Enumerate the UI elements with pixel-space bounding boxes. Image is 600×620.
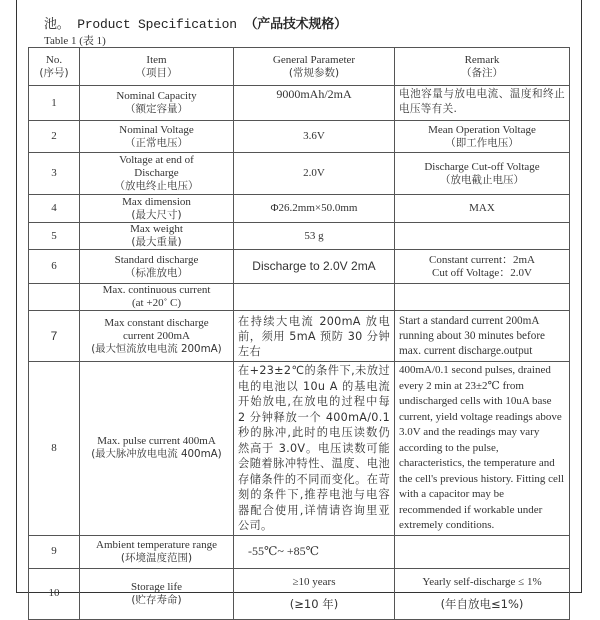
row-param: 在持续大电流 200mA 放电前，须用 5mA 预防 30 分钟左右 bbox=[234, 311, 395, 362]
item-cn: (环境温度范围) bbox=[120, 551, 193, 564]
remark-line2: (年自放电≤1%) bbox=[440, 597, 524, 611]
row-no: 8 bbox=[29, 362, 80, 536]
header-remark-en: Remark bbox=[464, 53, 500, 66]
item-en: Storage life bbox=[130, 580, 182, 593]
item-cn: （额定容量） bbox=[125, 103, 188, 115]
remark-cn: （即工作电压） bbox=[445, 136, 519, 149]
header-no bbox=[29, 48, 80, 86]
item-cn: (最大恒流放电电流 200mA) bbox=[91, 342, 222, 355]
table-label: Table 1 (表 1) bbox=[44, 35, 106, 47]
row-no: 10 bbox=[29, 568, 80, 619]
row-param: 在+23±2℃的条件下,未放过电的电池以 10u A 的基电流开始放电,在放电的过程中每 2 分钟释放一个 400mA/0.1 秒的脉冲,此时的电压读数仍然高于 3.0V。电压读数可能会随着脉冲特性、温度、电池存储条件的不同而变化。在苛刻的条件下,推荐电池与电容器配合使用,详情请咨询里亚公司。 bbox=[234, 362, 395, 536]
row-no: 7 bbox=[29, 311, 80, 362]
table-row bbox=[29, 284, 570, 311]
item-cn: (最大脉冲放电电流 400mA) bbox=[91, 448, 222, 461]
table-row bbox=[29, 362, 570, 536]
table-row bbox=[29, 568, 570, 619]
item-en: Max. pulse current 400mA bbox=[97, 435, 216, 448]
remark-line1: Yearly self-discharge ≤ 1% bbox=[422, 576, 542, 588]
row-param bbox=[234, 284, 395, 311]
spec-table bbox=[28, 47, 570, 620]
row-remark: 电池容量与放电电流、温度和终止电压等有关. bbox=[395, 86, 570, 121]
row-param: -55℃~ +85℃ bbox=[234, 535, 395, 568]
table-header-row bbox=[29, 48, 570, 86]
row-item bbox=[80, 284, 234, 311]
table-row bbox=[29, 121, 570, 153]
header-no-cn: (序号) bbox=[39, 66, 69, 79]
remark-line1: Constant current：2mA bbox=[428, 253, 535, 266]
row-item bbox=[80, 362, 234, 536]
row-item bbox=[80, 568, 234, 619]
header-remark-cn: （备注） bbox=[461, 66, 503, 79]
row-param: 3.6V bbox=[234, 121, 395, 153]
table-row bbox=[29, 86, 570, 121]
row-remark bbox=[395, 121, 570, 153]
item-en-line1: Max. continuous current bbox=[102, 284, 211, 296]
document-heading bbox=[44, 13, 347, 32]
item-cn: （标准放电） bbox=[125, 266, 188, 279]
table-row bbox=[29, 311, 570, 362]
item-cn: (最大重量) bbox=[131, 236, 182, 248]
row-remark bbox=[395, 250, 570, 284]
item-en: Ambient temperature range bbox=[96, 538, 217, 551]
row-no: 2 bbox=[29, 121, 80, 153]
row-item bbox=[80, 250, 234, 284]
header-item-en: Item bbox=[146, 53, 167, 66]
item-en: Max dimension bbox=[122, 195, 191, 208]
row-remark: 400mA/0.1 second pulses, drained every 2 min at 23±2℃ from undischarged cells with 10uA base current, yield voltage readings above 3.0V and the readings may vary according to the pulse, characteristics, the temperature and the cell's previous history. Fitting cell with a capacitor may be recommended if workable under extremely conditions. bbox=[395, 362, 570, 536]
row-no: 5 bbox=[29, 223, 80, 250]
item-en: Max weight bbox=[130, 223, 183, 235]
row-item bbox=[80, 121, 234, 153]
heading-prefix: 池。 bbox=[44, 17, 70, 32]
row-item bbox=[80, 86, 234, 121]
header-no-en: No. bbox=[45, 53, 63, 66]
heading-cn: （产品技术规格） bbox=[244, 17, 347, 32]
row-item bbox=[80, 195, 234, 223]
header-item bbox=[80, 48, 234, 86]
table-row bbox=[29, 223, 570, 250]
header-param-en: General Parameter bbox=[272, 53, 356, 66]
item-cn: （放电终止电压） bbox=[114, 180, 199, 192]
remark-en: Discharge Cut-off Voltage bbox=[424, 160, 540, 173]
item-cn: (最大尺寸) bbox=[131, 208, 182, 221]
remark-line2: Cut off Voltage：2.0V bbox=[432, 266, 532, 279]
row-param: 53 g bbox=[234, 223, 395, 250]
row-remark: MAX bbox=[395, 195, 570, 223]
item-en-line2: (at +20˚ C) bbox=[132, 297, 181, 309]
row-item bbox=[80, 311, 234, 362]
item-en: Standard discharge bbox=[114, 253, 199, 266]
row-no: 9 bbox=[29, 535, 80, 568]
header-param-cn: (常规参数) bbox=[288, 66, 340, 79]
row-remark bbox=[395, 284, 570, 311]
row-item bbox=[80, 153, 234, 195]
row-no: 1 bbox=[29, 86, 80, 121]
row-remark bbox=[395, 153, 570, 195]
item-en: Nominal Voltage bbox=[119, 123, 194, 136]
row-param: 2.0V bbox=[234, 153, 395, 195]
row-param: 9000mAh/2mA bbox=[234, 86, 395, 121]
item-en-line1: Max constant discharge bbox=[104, 316, 209, 329]
item-en-line2: current 200mA bbox=[123, 329, 190, 342]
param-line2: (≥10 年) bbox=[289, 597, 339, 611]
table-row bbox=[29, 195, 570, 223]
header-parameter bbox=[234, 48, 395, 86]
item-cn: (贮存寿命) bbox=[131, 593, 182, 606]
table-row bbox=[29, 153, 570, 195]
row-no: 6 bbox=[29, 250, 80, 284]
table-row bbox=[29, 250, 570, 284]
row-remark: Start a standard current 200mA running about 30 minutes before max. current discharge.output bbox=[395, 311, 570, 362]
item-en-line1: Voltage at end of bbox=[119, 154, 194, 166]
remark-cn: （放电截止电压） bbox=[440, 173, 524, 186]
row-no: 3 bbox=[29, 153, 80, 195]
item-en: Nominal Capacity bbox=[116, 90, 197, 102]
row-remark bbox=[395, 568, 570, 619]
heading-en: Product Specification bbox=[77, 17, 237, 32]
row-no: 4 bbox=[29, 195, 80, 223]
row-no bbox=[29, 284, 80, 311]
row-param: Φ26.2mm×50.0mm bbox=[234, 195, 395, 223]
param-line1: ≥10 years bbox=[292, 576, 336, 588]
table-row bbox=[29, 535, 570, 568]
item-cn: （正常电压） bbox=[125, 136, 188, 149]
row-param bbox=[234, 568, 395, 619]
row-item bbox=[80, 535, 234, 568]
row-remark bbox=[395, 535, 570, 568]
item-en-line2: Discharge bbox=[134, 167, 179, 179]
row-item bbox=[80, 223, 234, 250]
header-remark bbox=[395, 48, 570, 86]
row-remark bbox=[395, 223, 570, 250]
remark-en: Mean Operation Voltage bbox=[428, 123, 536, 136]
header-item-cn: （项目） bbox=[135, 66, 178, 79]
row-param: Discharge to 2.0V 2mA bbox=[234, 250, 395, 284]
